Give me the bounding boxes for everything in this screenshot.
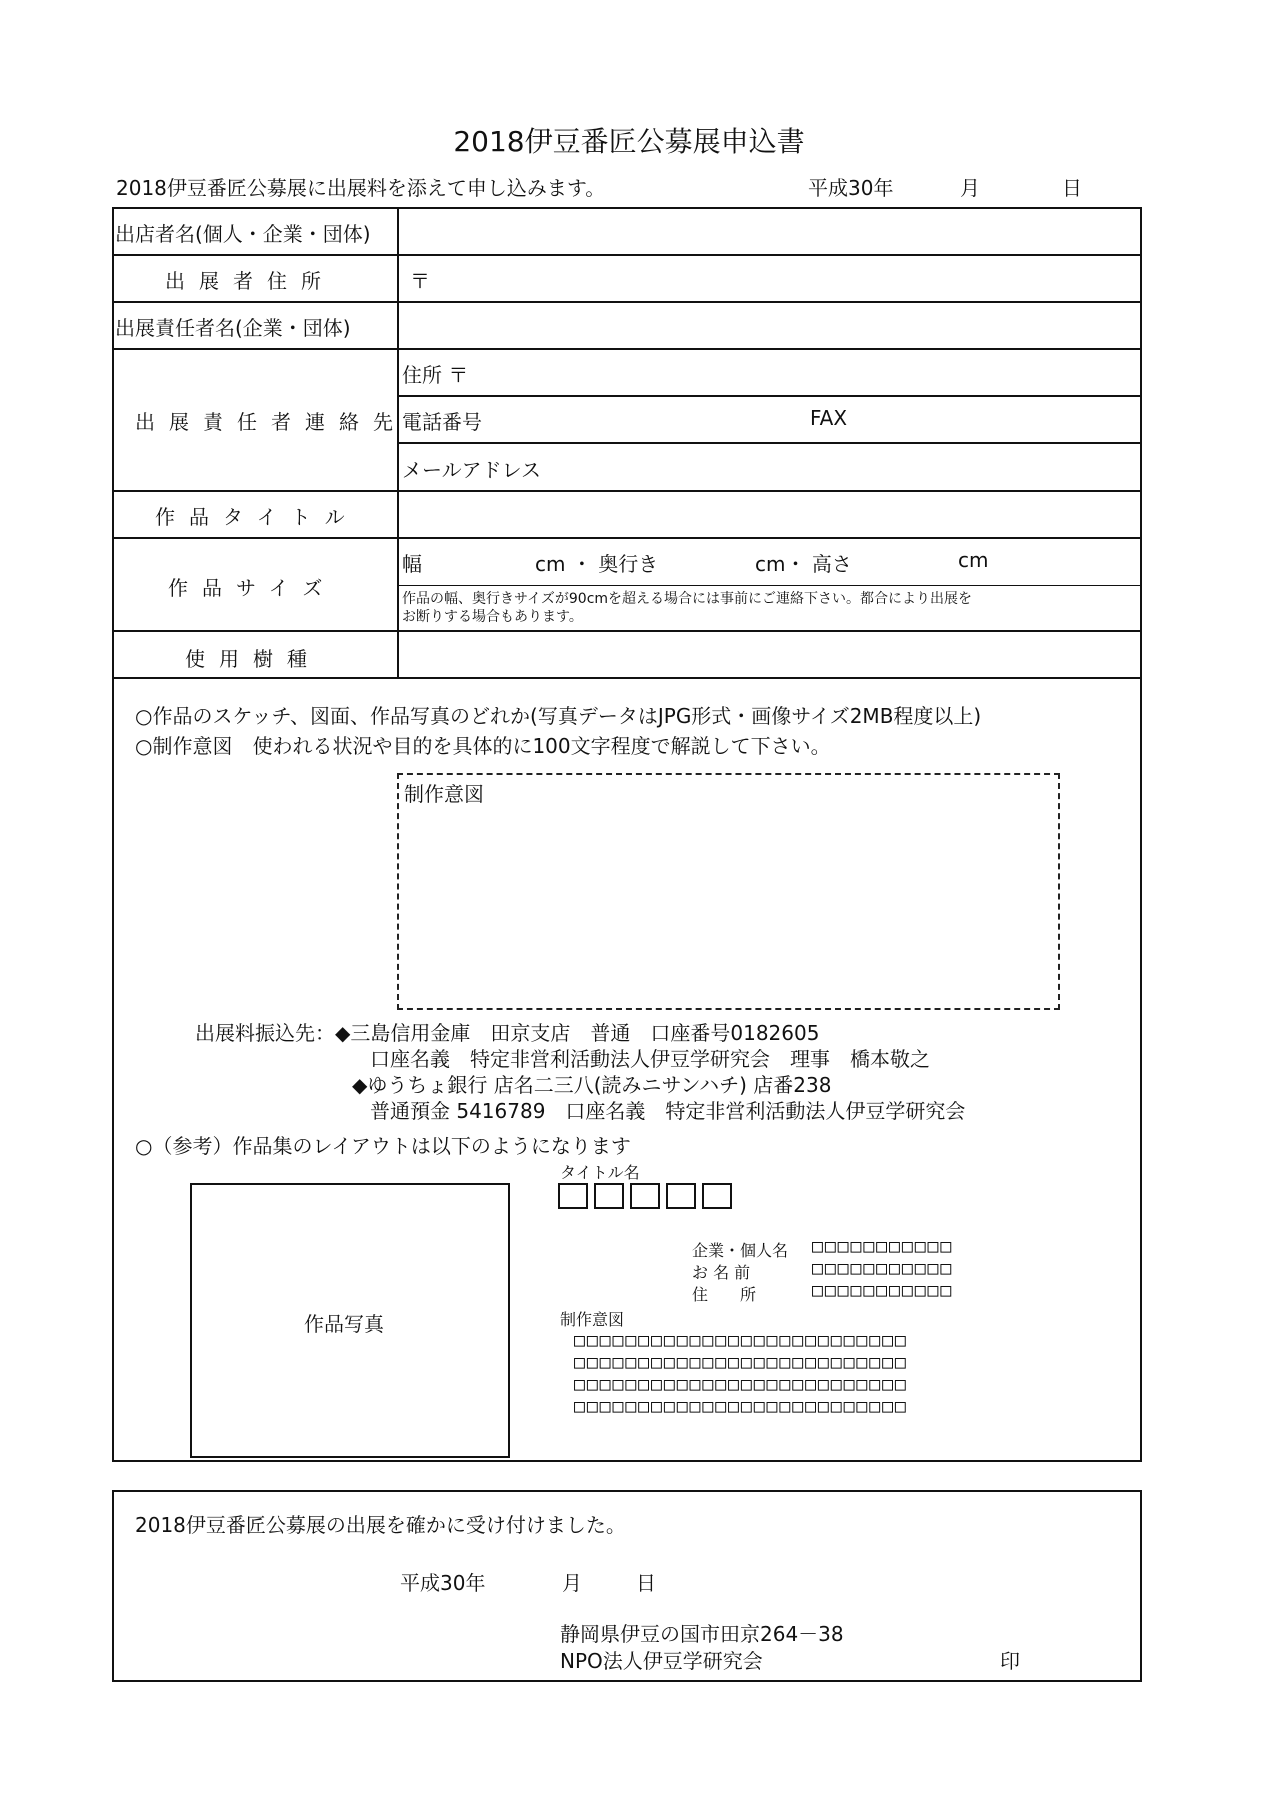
intent-small-label: 制作意図	[560, 1310, 625, 1329]
receipt-month: 月	[562, 1571, 582, 1595]
exhibitor-address-label: 出展者住所	[165, 269, 335, 293]
payment-line-1: 出展料振込先：◆三島信用金庫 田京支店 普通 口座番号0182605	[195, 1021, 820, 1045]
postal-mark: 〒	[410, 269, 430, 293]
intent-instruction: ○制作意図 使われる状況や目的を具体的に100文字程度で解説して下さい。	[135, 734, 831, 758]
sketch-instruction: ○作品のスケッチ、図面、作品写真のどれか(写真データはJPG形式・画像サイズ2MB程度以上)	[135, 704, 982, 728]
intro-text: 2018伊豆番匠公募展に出展料を添えて申し込みます。	[116, 176, 606, 200]
receipt-address: 静岡県伊豆の国市田京264－38	[560, 1622, 844, 1646]
exhibitor-name-label: 出店者名(個人・企業・団体)	[115, 222, 371, 246]
intent-boxes-2: □□□□□□□□□□□□□□□□□□□□□□□□□□	[574, 1352, 908, 1373]
wood-species-field[interactable]	[400, 632, 1138, 675]
contact-address-label: 住所 〒	[402, 363, 469, 387]
contact-address-field[interactable]	[480, 350, 1138, 393]
intro-day: 日	[1062, 176, 1082, 200]
receipt-day: 日	[636, 1571, 656, 1595]
exhibitor-name-field[interactable]	[400, 209, 1138, 252]
intro-year: 平成30年	[808, 176, 894, 200]
person-name-boxes: □□□□□□□□□□□	[812, 1258, 954, 1279]
work-title-field[interactable]	[400, 492, 1138, 535]
payment-line-4: 普通預金 5416789 口座名義 特定非営利活動法人伊豆学研究会	[370, 1099, 966, 1123]
contact-email-field[interactable]	[560, 444, 1138, 488]
work-size-label: 作品サイズ	[168, 576, 337, 600]
address-label: 住 所	[692, 1285, 757, 1304]
responsible-name-label: 出展責任者名(企業・団体)	[115, 316, 351, 340]
exhibitor-address-field[interactable]	[440, 256, 1138, 299]
size-height-label: cm・ 高さ	[755, 552, 852, 576]
page-title: 2018伊豆番匠公募展申込書	[453, 125, 805, 158]
responsible-name-field[interactable]	[400, 303, 1138, 346]
person-name-label: お 名 前	[692, 1263, 751, 1282]
receipt-year: 平成30年	[400, 1571, 486, 1595]
receipt-line: 2018伊豆番匠公募展の出展を確かに受け付けました。	[135, 1513, 626, 1537]
intent-boxes-3: □□□□□□□□□□□□□□□□□□□□□□□□□□	[574, 1374, 908, 1395]
contact-fax-label: FAX	[810, 406, 848, 430]
intro-month: 月	[960, 176, 980, 200]
receipt-org: NPO法人伊豆学研究会	[560, 1649, 763, 1673]
size-width-label: 幅	[402, 552, 422, 576]
contact-phone-label: 電話番号	[402, 410, 482, 434]
work-title-label: 作品タイトル	[155, 505, 359, 529]
company-boxes: □□□□□□□□□□□	[812, 1236, 954, 1257]
wood-species-label: 使用樹種	[185, 647, 321, 671]
contact-email-label: メールアドレス	[402, 458, 541, 482]
title-name-label: タイトル名	[560, 1163, 640, 1182]
layout-reference: ○（参考）作品集のレイアウトは以下のようになります	[135, 1134, 631, 1158]
intent-box-label: 制作意図	[404, 782, 484, 806]
size-depth-label: cm ・ 奥行き	[535, 552, 659, 576]
payment-line-2: 口座名義 特定非営利活動法人伊豆学研究会 理事 橋本敬之	[370, 1047, 930, 1071]
contact-fax-field[interactable]	[860, 397, 1138, 440]
intent-boxes-1: □□□□□□□□□□□□□□□□□□□□□□□□□□	[574, 1330, 908, 1351]
company-label: 企業・個人名	[692, 1241, 789, 1260]
size-cm-label: cm	[958, 548, 989, 572]
size-note-1: 作品の幅、奥行きサイズが90cmを超える場合には事前にご連絡下さい。都合により出展を	[402, 591, 973, 607]
title-boxes	[558, 1183, 738, 1213]
seal-mark: 印	[1000, 1649, 1020, 1673]
intent-box[interactable]	[397, 773, 1060, 1010]
address-boxes: □□□□□□□□□□□	[812, 1280, 954, 1301]
photo-label: 作品写真	[304, 1312, 384, 1336]
contact-phone-field[interactable]	[500, 397, 800, 440]
payment-line-3: ◆ゆうちょ銀行 店名二三八(読みニサンハチ) 店番238	[352, 1073, 832, 1097]
intent-boxes-4: □□□□□□□□□□□□□□□□□□□□□□□□□□	[574, 1396, 908, 1417]
contact-label: 出展責任者連絡先	[135, 410, 407, 434]
size-note-2: お断りする場合もあります。	[402, 609, 583, 625]
